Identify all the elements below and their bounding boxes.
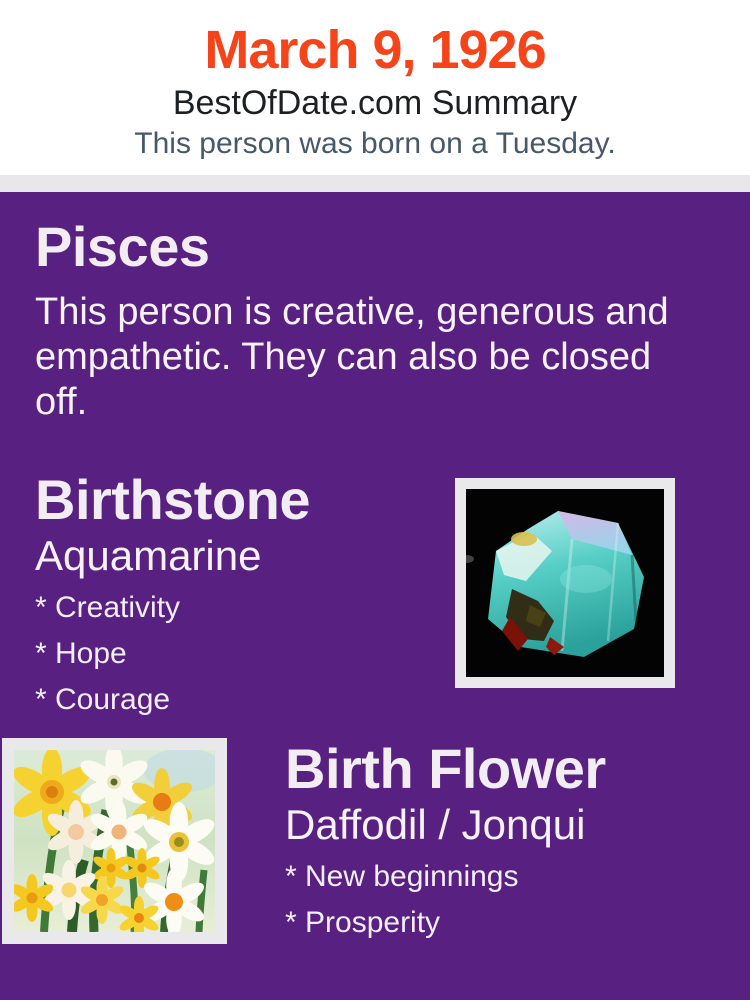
- birth-flower-section: [35, 738, 720, 948]
- site-summary-title: BestOfDate.com Summary: [172, 84, 578, 122]
- birthstone-trait: * Hope: [35, 637, 127, 670]
- birth-flower-trait: * Prosperity: [285, 906, 441, 939]
- main-panel: [0, 192, 750, 1000]
- birthstone-heading: Birthstone: [35, 468, 310, 531]
- zodiac-description: This person is creative, generous and empathetic. They can also be closed off.: [35, 291, 669, 423]
- birth-flower-name: Daffodil / Jonqui: [285, 801, 586, 848]
- page-title-date: March 9, 1926: [204, 20, 546, 80]
- birthstone-name: Aquamarine: [35, 532, 262, 579]
- zodiac-sign-heading: Pisces: [35, 215, 210, 278]
- aquamarine-crystal-illustration: [466, 489, 664, 677]
- birthstone-trait: * Creativity: [35, 591, 181, 624]
- birthstone-trait: * Courage: [35, 683, 171, 716]
- birth-flower-heading: Birth Flower: [285, 737, 606, 800]
- birthstone-image: [455, 478, 675, 688]
- birth-flower-traits-list: [285, 858, 720, 941]
- birth-flower-trait: * New beginnings: [285, 860, 519, 893]
- header: [0, 0, 750, 175]
- divider-strip: [0, 175, 750, 192]
- weekday-note: This person was born on a Tuesday.: [134, 127, 616, 160]
- zodiac-section: [35, 192, 720, 425]
